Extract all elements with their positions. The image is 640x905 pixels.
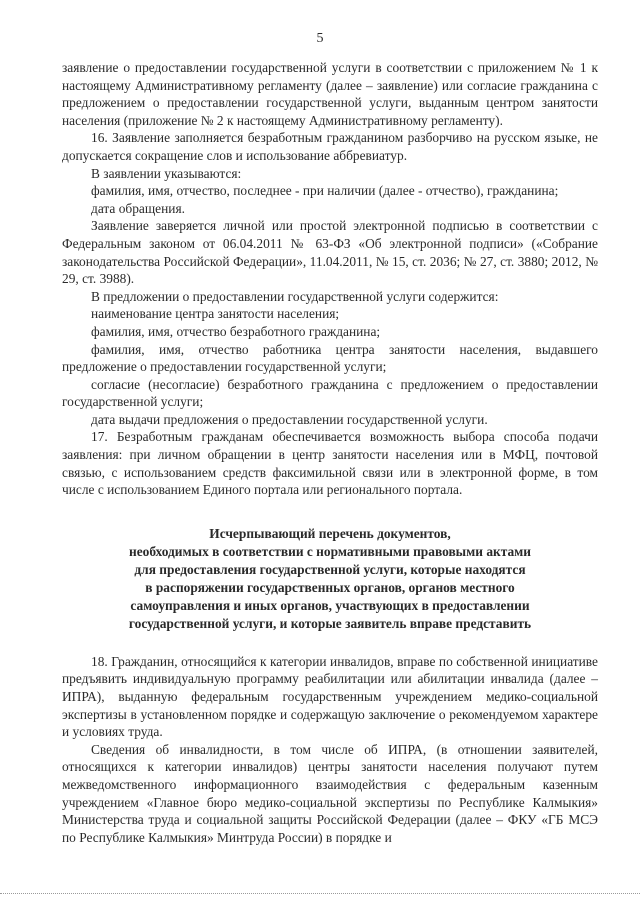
paragraph: заявление о предоставлении государственной услуги в соответствии с приложением № 1 к настоящему Административному регламенту (далее – заявление) или согласие гражданина с предложением о предоставлении государственной услуги, выданным центром занятости населения (приложение № 2 к настоящему Административному регламенту). — [62, 60, 598, 128]
paragraph: фамилия, имя, отчество работника центра занятости населения, выдавшего предложение о предоставлении государственной услуги; — [62, 341, 598, 375]
heading-line: необходимых в соответствии с нормативными правовыми актами — [128, 543, 532, 559]
paragraph: дата выдачи предложения о предоставлении государственной услуги. — [91, 411, 488, 427]
paragraph: наименование центра занятости населения; — [91, 306, 340, 322]
paragraph: дата обращения. — [91, 200, 185, 216]
section-heading — [62, 525, 598, 633]
heading-line: для предоставления государственной услуги, которые находятся — [134, 561, 526, 577]
paragraph: Заявление заверяется личной или простой электронной подписью в соответствии с Федеральным законом от 06.04.2011 № 63-ФЗ «Об электронной подписи» («Собрание законодательства Российской Федерации», 11.04.2011, № 15, ст. 2036; № 27, ст. 3880; 2012, № 29, ст. 3988). — [62, 218, 598, 287]
heading-line: государственной услуги, и которые заявитель вправе представить — [128, 615, 532, 631]
paragraph: фамилия, имя, отчество, последнее - при наличии (далее - отчество), гражданина; — [91, 183, 559, 199]
paragraphs-bottom — [62, 653, 598, 847]
paragraph-16: 16. Заявление заполняется безработным гражданином разборчиво на русском языке, не допускается сокращение слов и использование аббревиатур. — [62, 130, 598, 163]
document-body — [62, 59, 598, 846]
paragraph: фамилия, имя, отчество безработного гражданина; — [91, 323, 381, 339]
page-number: 5 — [316, 31, 324, 46]
heading-line: в распоряжении государственных органов, органов местного — [145, 579, 515, 595]
heading-line: Исчерпывающий перечень документов, — [209, 525, 451, 541]
page-bottom-divider — [0, 893, 640, 894]
paragraph: согласие (несогласие) безработного гражданина с предложением о предоставлении государственной услуги; — [62, 376, 598, 410]
paragraph: Сведения об инвалидности, в том числе об ИПРА, (в отношении заявителей, относящихся к категории инвалидов) центры занятости населения получают путем межведомственного информационного взаимодействия с федеральным казенным учреждением «Главное бюро медико-социальной экспертизы по Республике Калмыкия» Министерства труда и социальной защиты Российской Федерации (далее – ФКУ «ГБ МСЭ по Республике Калмыкия» Минтруда России) в порядке и — [62, 741, 598, 845]
heading-line: самоуправления и иных органов, участвующих в предоставлении — [130, 597, 530, 613]
paragraph-17: 17. Безработным гражданам обеспечивается возможность выбора способа подачи заявления: при личном обращении в центр занятости населения или в МФЦ, почтовой связью, с использованием средств факсимильной связи или в электронной форме, в том числе с использованием Единого портала или регионального портала. — [62, 429, 598, 498]
paragraphs-top — [62, 59, 598, 499]
paragraph-18: 18. Гражданин, относящийся к категории инвалидов, вправе по собственной инициативе предъявить индивидуальную программу реабилитации или абилитации инвалида (далее – ИПРА), выданную федеральным государственным учреждением медико-социальной экспертизы в установленном порядке и содержащую заключение о рекомендуемом характере и условиях труда. — [62, 653, 598, 740]
paragraph: В предложении о предоставлении государственной услуги содержится: — [91, 288, 499, 304]
paragraph: В заявлении указываются: — [91, 165, 242, 181]
